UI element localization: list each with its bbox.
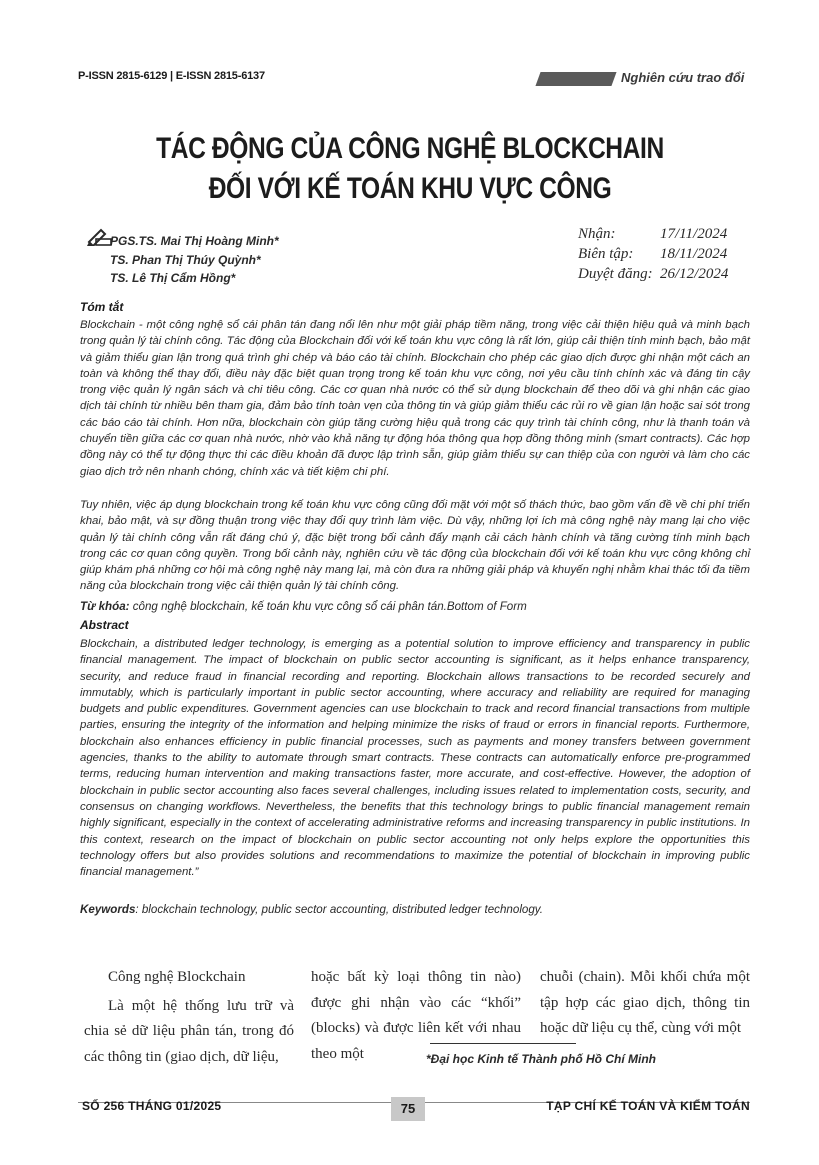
date-label-approved: Duyệt đăng: — [578, 266, 653, 282]
abstract-keywords — [80, 903, 760, 916]
article-title-line-2: ĐỐI VỚI KẾ TOÁN KHU VỰC CÔNG — [208, 172, 612, 205]
body-column-1 — [84, 965, 294, 1070]
affiliation-note: *Đại học Kinh tế Thành phố Hồ Chí Minh — [426, 1052, 656, 1066]
date-edited: 18/11/2024 — [660, 246, 728, 262]
article-title-line-1: TÁC ĐỘNG CỦA CÔNG NGHỆ BLOCKCHAIN — [156, 132, 664, 165]
submission-dates — [578, 224, 728, 284]
abstract-keywords-text: : blockchain technology, public sector accounting, distributed ledger technology. — [135, 903, 543, 916]
body-text-1: Là một hệ thống lưu trữ và chia sẻ dữ liệu phân tán, trong đó các thông tin (giao dịch, dữ liệu, — [84, 997, 294, 1065]
summary-keywords-text: công nghệ blockchain, kế toán khu vực công sổ cái phân tán.Bottom of Form — [129, 600, 527, 613]
date-received: 17/11/2024 — [660, 226, 728, 242]
author-1: PGS.TS. Mai Thị Hoàng Minh* — [110, 234, 279, 248]
abstract-body: Blockchain, a distributed ledger technology, is emerging as a potential solution to improve efficiency and transparency in public financial management. The impact of blockchain on public sector accounting is significant, as it helps enhance transparency, security, and reduce fraud in financial recording and reporting. Blockchain allows transactions to be recorded securely and immutably, which is particularly important in public sector accounting, where accuracy and reliability are required for managing budgets and public expenditures. Government agencies can use blockchain to track and record financial transactions from multiple parties, ensuring the integrity of the information and helping minimize the risks of fraud or errors in financial reports. Furthermore, blockchain also enhances efficiency in public financial processes, such as payments and money transfers between government agencies, thanks to the ability to automate through smart contracts. These contracts can automatically enforce pre-programmed terms, reducing human intervention and making transactions faster, more accurate, and cost-effective. However, the adoption of blockchain in public sector accounting also faces several challenges, including issues related to implementation costs, security, and consensus on changing workflows. Nevertheless, the benefits that this technology brings to public financial management remain highly significant, especially in the context of accelerating administrative reforms and increasing transparency in public institutions. In this context, research on the impact of blockchain on public sector accounting not only helps explore the opportunities this technology offers but also provides solutions and recommendations to maximize the potential of blockchain in improving public financial management.” — [80, 638, 750, 879]
page-number: 75 — [391, 1097, 425, 1121]
date-label-received: Nhận: — [578, 226, 616, 242]
summary-paragraph-2: Tuy nhiên, việc áp dụng blockchain trong kế toán khu vực công cũng đối mặt với một số thách thức, bao gồm vấn đề về chi phí triển khai, bảo mật, và sự đồng thuận trong việc thay đổi quy trình làm việc. Dù vậy, những lợi ích mà công nghệ này mang lại cho việc quản lý tài chính công vẫn rất đáng chú ý, đặc biệt trong bối cảnh đẩy mạnh cải cách hành chính và tăng cường tính minh bạch trong các cơ quan công quyền. Trong bối cảnh này, nghiên cứu về tác động của blockchain đối với kế toán khu vực công không chỉ giúp khám phá những cơ hội mà công nghệ này mang lại, mà còn đưa ra những giải pháp và khuyến nghị nhằm khai thác tối đa tiềm năng của blockchain trong việc cải thiện quản lý tài chính công. — [80, 499, 750, 593]
author-2: TS. Phan Thị Thúy Quỳnh* — [110, 252, 261, 267]
summary-keywords — [80, 600, 760, 613]
issue-number: SỐ 256 THÁNG 01/2025 — [82, 1099, 222, 1113]
summary-keywords-label: Từ khóa: — [80, 600, 130, 613]
journal-name: TẠP CHÍ KẾ TOÁN VÀ KIỂM TOÁN — [546, 1099, 750, 1113]
body-column-3: chuỗi (chain). Mỗi khối chứa một tập hợp các giao dịch, thông tin hoặc dữ liệu cụ thể, cùng với một — [540, 969, 750, 1036]
footnote-rule — [430, 1043, 576, 1044]
author-list — [110, 232, 279, 288]
section-heading: Công nghệ Blockchain — [108, 969, 246, 985]
author-3: TS. Lê Thị Cẩm Hồng* — [110, 271, 236, 285]
issn-line: P-ISSN 2815-6129 | E-ISSN 2815-6137 — [78, 70, 265, 82]
section-bar — [535, 72, 616, 86]
abstract-keywords-label: Keywords — [80, 903, 136, 916]
date-approved: 26/12/2024 — [660, 266, 729, 282]
summary-heading: Tóm tắt — [80, 300, 124, 314]
body-column-2: hoặc bất kỳ loại thông tin nào) được ghi nhận vào các “khối” (blocks) và được liên kết với nhau theo một — [311, 969, 521, 1062]
abstract-heading: Abstract — [80, 618, 129, 632]
summary-paragraph-1: Blockchain - một công nghệ sổ cái phân tán đang nổi lên như một giải pháp tiềm năng, trong việc cải thiện hiệu quả và minh bạch trong quản lý tài chính công. Tác động của Blockchain đối với kế toán khu vực công là rất lớn, giúp cải thiện tính minh bạch, bảo mật và giảm thiểu gian lận trong quá trình ghi chép và báo cáo tài chính. Blockchain cho phép các giao dịch được ghi nhận một cách an toàn và không thể thay đổi, điều này đặc biệt quan trọng trong kế toán khu vực công, nơi yêu cầu tính chính xác và đáng tin cậy trong việc quản lý ngân sách và chi tiêu công. Các cơ quan nhà nước có thể sử dụng blockchain để theo dõi và ghi nhận các giao dịch tài chính từ nhiều bên tham gia, đảm bảo tính toàn vẹn của thông tin và giúp giảm thiểu các rủi ro về gian lận hoặc sai sót trong các báo cáo tài chính. Hơn nữa, blockchain còn giúp tăng cường hiệu quả trong các quy trình tài chính công, như là thanh toán và chuyển tiền giữa các cơ quan nhà nước, nhờ vào khả năng tự động hóa thông qua hợp đồng thông minh (smart contracts). Các hợp đồng này có thể tự động thực thi các điều khoản đã được lập trình sẵn, giúp giảm thiểu sự can thiệp của con người và làm cho các giao dịch trở nên nhanh chóng, chính xác và tiết kiệm chi phí. — [80, 319, 750, 478]
date-label-edited: Biên tập: — [578, 246, 634, 262]
pen-icon — [86, 228, 112, 246]
section-label: Nghiên cứu trao đổi — [621, 70, 745, 85]
